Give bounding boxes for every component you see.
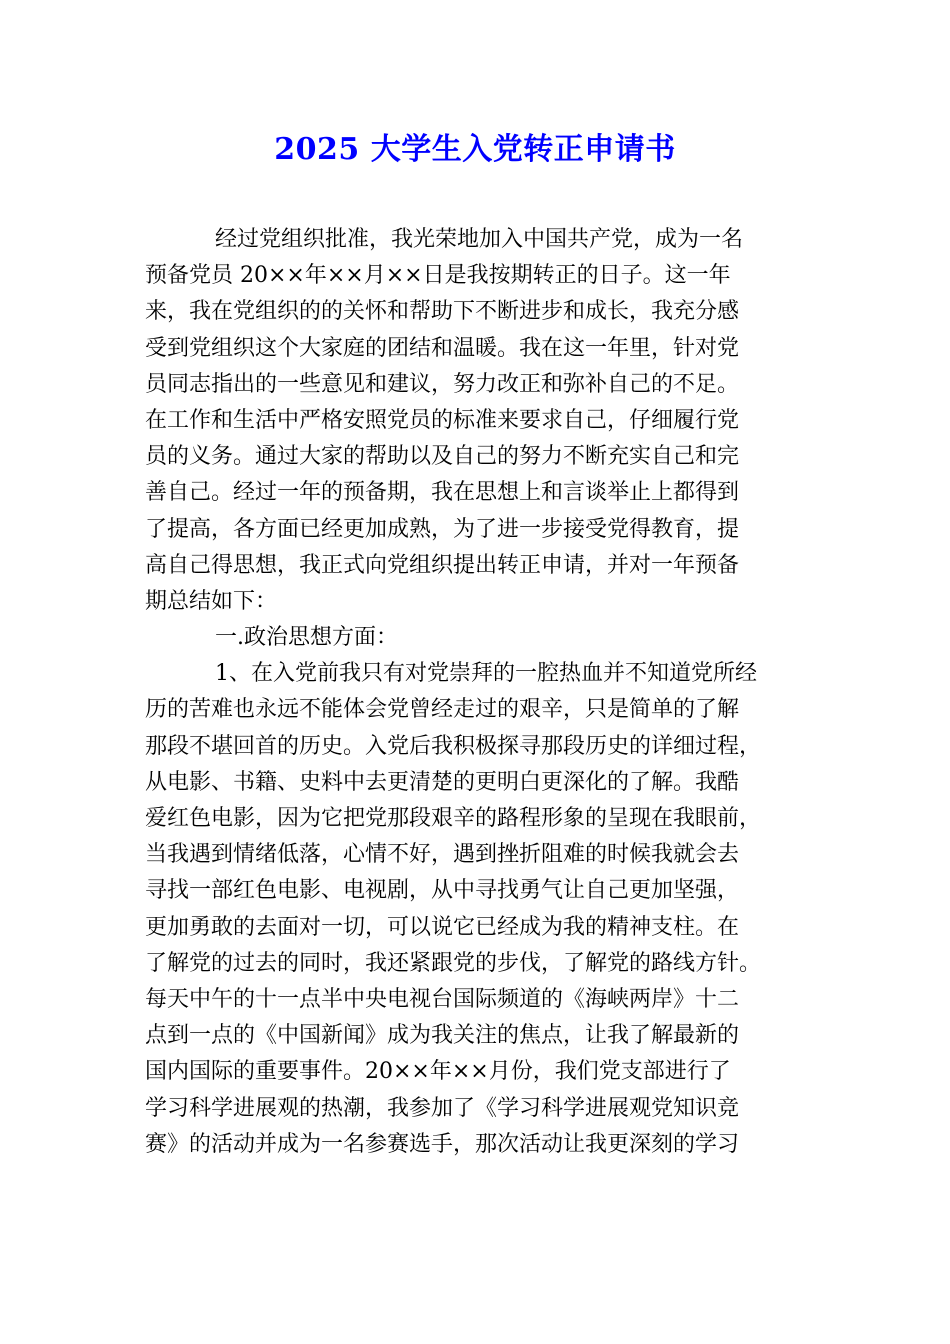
text-line: 来，我在党组织的的关怀和帮助下不断进步和成长，我充分感: [145, 299, 740, 325]
text-line: 从电影、书籍、史料中去更清楚的更明白更深化的了解。我酷: [145, 769, 740, 795]
text-line: 员的义务。通过大家的帮助以及自己的努力不断充实自己和完: [145, 444, 740, 470]
section-heading: 一.政治思想方面：: [215, 625, 398, 651]
text-line: 每天中午的十一点半中央电视台国际频道的《海峡两岸》十二: [145, 986, 740, 1012]
text-line: 了提高，各方面已经更加成熟，为了进一步接受党得教育，提: [145, 516, 740, 542]
text-line: 那段不堪回首的历史。入党后我积极探寻那段历史的详细过程，: [145, 733, 762, 759]
text-line: 国内国际的重要事件。20××年××月份，我们党支部进行了: [145, 1059, 731, 1085]
text-line: 经过党组织批准，我光荣地加入中国共产党，成为一名: [215, 227, 744, 252]
text-line: 爱红色电影，因为它把党那段艰辛的路程形象的呈现在我眼前，: [145, 806, 762, 831]
document-title: 2025 大学生入党转正申请书: [274, 132, 676, 167]
text-line: 赛》的活动并成为一名参赛选手，那次活动让我更深刻的学习: [145, 1131, 740, 1157]
text-line: 1、在入党前我只有对党崇拜的一腔热血并不知道党所经: [215, 661, 757, 687]
text-line: 期总结如下：: [145, 588, 278, 614]
text-line: 历的苦难也永远不能体会党曾经走过的艰辛，只是简单的了解: [145, 697, 740, 723]
text-line: 员同志指出的一些意见和建议，努力改正和弥补自己的不足。: [145, 371, 740, 397]
text-line: 当我遇到情绪低落，心情不好，遇到挫折阻难的时候我就会去: [145, 842, 740, 868]
text-line: 善自己。经过一年的预备期，我在思想上和言谈举止上都得到: [145, 480, 740, 506]
text-line: 预备党员 20××年××月××日是我按期转正的日子。这一年: [145, 263, 731, 289]
text-line: 受到党组织这个大家庭的团结和温暖。我在这一年里，针对党: [145, 335, 740, 361]
text-line: 高自己得思想，我正式向党组织提出转正申请，并对一年预备: [145, 552, 740, 578]
text-line: 了解党的过去的同时，我还紧跟党的步伐，了解党的路线方针。: [145, 950, 762, 976]
text-line: 点到一点的《中国新闻》成为我关注的焦点，让我了解最新的: [145, 1023, 740, 1049]
text-line: 在工作和生活中严格安照党员的标准来要求自己，仔细履行党: [145, 407, 740, 433]
text-line: 寻找一部红色电影、电视剧，从中寻找勇气让自己更加坚强，: [145, 878, 740, 904]
text-line: 学习科学进展观的热潮，我参加了《学习科学进展观党知识竞: [145, 1095, 740, 1121]
text-line: 更加勇敢的去面对一切，可以说它已经成为我的精神支柱。在: [145, 914, 740, 940]
document-body: [145, 222, 805, 1163]
